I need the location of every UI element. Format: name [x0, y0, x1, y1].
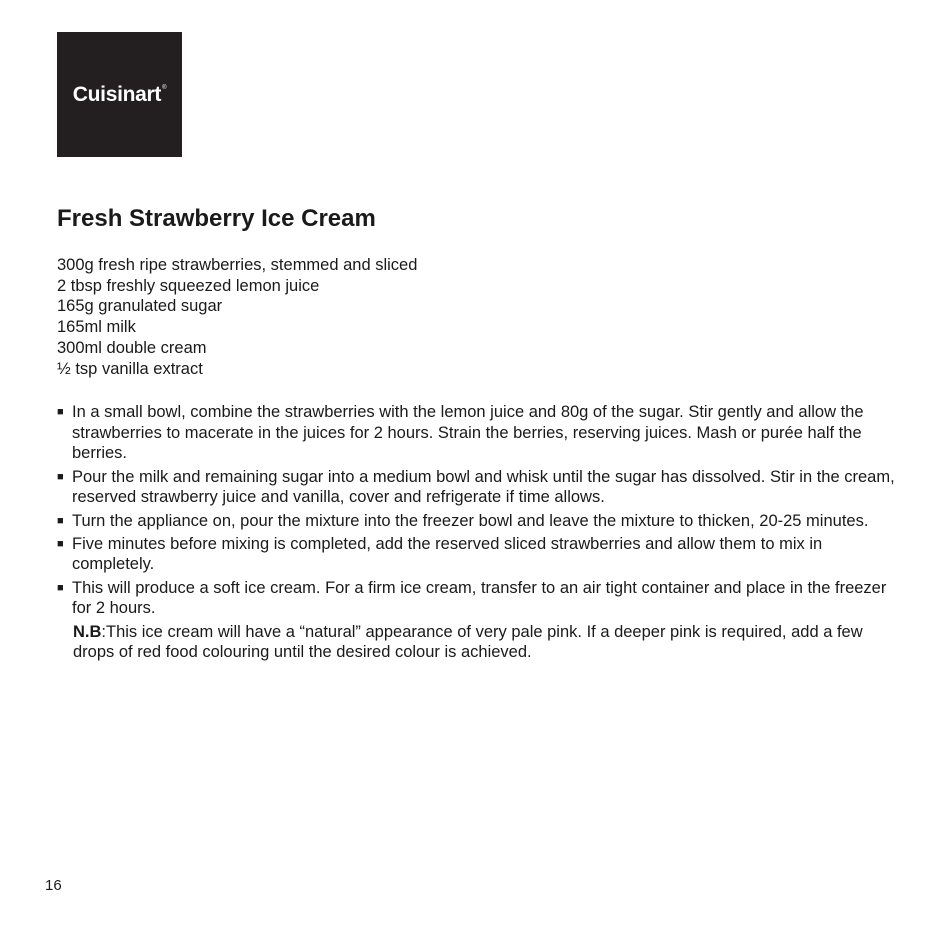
- recipe-note: [57, 622, 897, 663]
- ingredient-item: 2 tbsp freshly squeezed lemon juice: [57, 276, 320, 295]
- square-bullet-icon: ■: [57, 514, 64, 527]
- square-bullet-icon: ■: [57, 470, 64, 483]
- ingredient-item: 165ml milk: [57, 318, 136, 337]
- method-step-text: Pour the milk and remaining sugar into a medium bowl and whisk until the sugar has dissolved. Stir in the cream, reserved strawberry juice and vanilla, cover and refrigerate if time allows.: [72, 467, 895, 507]
- page-number: 16: [45, 877, 62, 894]
- ingredient-item: 300ml double cream: [57, 338, 207, 357]
- square-bullet-icon: ■: [57, 537, 64, 550]
- square-bullet-icon: ■: [57, 406, 64, 418]
- note-text: :This ice cream will have a “natural” appearance of very pale pink. If a deeper pink is required, add a few drops of red food colouring until the desired colour is achieved.: [73, 622, 863, 662]
- ingredient-item: ½ tsp vanilla extract: [57, 359, 203, 378]
- method-step: [57, 578, 897, 619]
- method-steps: [57, 402, 897, 665]
- recipe-title: Fresh Strawberry Ice Cream: [57, 205, 376, 232]
- method-step: [57, 534, 897, 575]
- ingredient-item: 165g granulated sugar: [57, 297, 223, 316]
- method-step: [57, 511, 897, 532]
- ingredients-list: [57, 255, 417, 379]
- square-bullet-icon: ■: [57, 581, 64, 594]
- method-step-text: In a small bowl, combine the strawberries with the lemon juice and 80g of the sugar. Stir gently and allow the strawberries to macerate in the juices for 2 hours. Strain the berries, reserving juices. Mash or purée half the berries.: [72, 403, 864, 463]
- brand-logo: [57, 32, 182, 157]
- method-step-text: Turn the appliance on, pour the mixture into the freezer bowl and leave the mixture to thicken, 20-25 minutes.: [72, 511, 869, 530]
- registered-mark: ®: [162, 84, 167, 91]
- note-label: N.B: [73, 622, 102, 641]
- method-step-text: Five minutes before mixing is completed, add the reserved sliced strawberries and allow them to mix in completely.: [72, 534, 823, 574]
- method-step: [57, 402, 897, 464]
- method-step: [57, 467, 897, 508]
- ingredient-item: 300g fresh ripe strawberries, stemmed and sliced: [57, 256, 418, 274]
- brand-logo-text: Cuisinart®: [72, 82, 167, 106]
- method-step-text: This will produce a soft ice cream. For a firm ice cream, transfer to an air tight container and place in the freezer for 2 hours.: [72, 578, 887, 618]
